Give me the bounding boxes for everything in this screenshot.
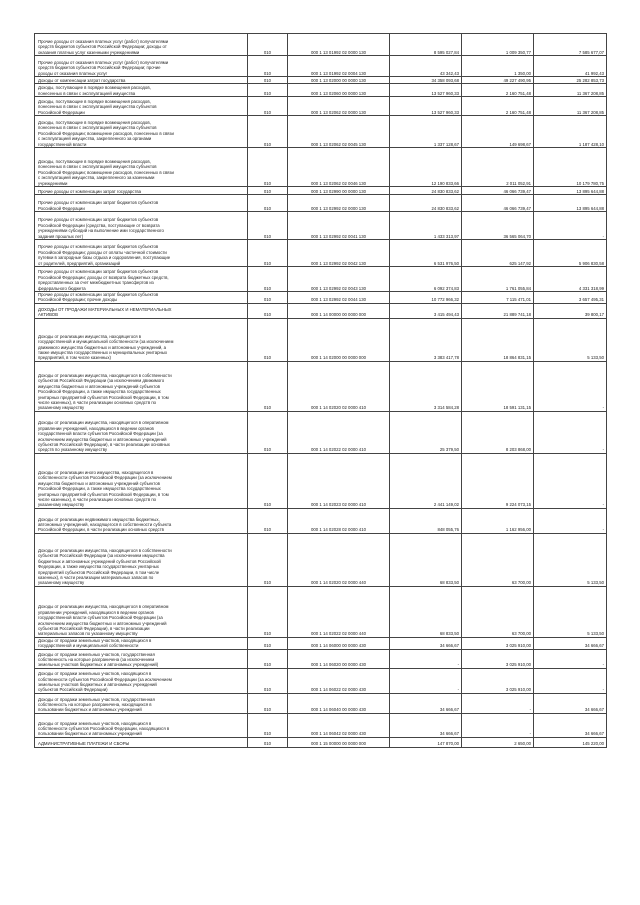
row-amount-executed-cell: 1 350,00 [462, 56, 534, 77]
row-name-cell [35, 533, 248, 586]
row-name-cell [35, 292, 248, 304]
row-amount-executed-cell: 1 761 055,84 [462, 267, 534, 292]
row-amount-unexecuted-cell: 10 179 780,75 [534, 148, 607, 187]
row-amount-executed-cell: - [462, 713, 534, 737]
row-amount-approved-cell: - [390, 649, 462, 668]
row-name-text: Доходы от реализации имущества, находящегося в собственности субъектов Российской Федерации (за исключением движимого имущества бюджетных и автономных учреждений субъектов Российской Федерации, а также имущества государственных унитарных предприятий субъектов Российской Федерации, в том числе казенных), в части реализации основных средств по указанному имуществу [38, 372, 172, 411]
row-name-text: Доходы от продажи земельных участков, находящихся в государственной и муниципальной собственности [38, 638, 152, 649]
table-row [35, 56, 607, 77]
row-kbk-cell: 000 1 13 02062 02 0046 130 [288, 148, 390, 187]
row-name-cell [35, 411, 248, 453]
row-name-cell [35, 637, 248, 649]
row-name-cell [35, 318, 248, 361]
row-amount-unexecuted-cell: - [534, 411, 607, 453]
row-amount-unexecuted-cell: 34 666,67 [534, 637, 607, 649]
row-amount-executed-cell: 63 700,00 [462, 533, 534, 586]
row-name-text: Доходы от компенсации затрат государства [38, 77, 126, 83]
row-name-text: Доходы от реализации имущества, находящегося в оперативном управлении учреждений, находящихся в ведении органов государственной власти субъектов Российской Федерации (за исключением имущества бюджетных и автономных учреждений субъектов Российской Федерации), в части реализации основных средств по указанному имуществу [38, 420, 170, 453]
row-code-cell: 010 [248, 586, 288, 637]
row-code-cell: 010 [248, 56, 288, 77]
row-kbk-cell: 000 1 13 01992 02 0004 130 [288, 56, 390, 77]
row-name-cell [35, 84, 248, 97]
row-amount-approved-cell: - [390, 668, 462, 693]
row-code-cell: 010 [248, 303, 288, 318]
row-amount-approved-cell: 3 383 417,78 [390, 318, 462, 361]
row-name-cell [35, 713, 248, 737]
row-amount-approved-cell: 68 833,50 [390, 533, 462, 586]
row-code-cell: 010 [248, 453, 288, 508]
row-kbk-cell: 000 1 14 06000 00 0000 430 [288, 637, 390, 649]
row-name-text: Доходы, поступающие в порядке возмещения расходов, понесенных в связи с эксплуатацией имущества [38, 85, 151, 96]
row-kbk-cell: 000 1 14 02020 02 0000 440 [288, 533, 390, 586]
row-amount-unexecuted-cell: 11 367 208,85 [534, 97, 607, 116]
row-kbk-cell: 000 1 14 06042 02 0000 430 [288, 713, 390, 737]
table-row [35, 737, 607, 747]
table-row [35, 508, 607, 533]
row-amount-approved-cell: 1 337 128,67 [390, 116, 462, 148]
row-name-text: Доходы от реализации недвижимого имущества бюджетных, автономных учреждений, находящегося в собственности субъекта Российской Федерации, в части реализации основных средств [38, 516, 172, 533]
row-amount-unexecuted-cell: 5 133,50 [534, 586, 607, 637]
row-name-cell [35, 34, 248, 56]
row-name-cell [35, 56, 248, 77]
row-amount-executed-cell: 625 147,92 [462, 240, 534, 267]
row-name-cell [35, 737, 248, 747]
row-amount-executed-cell: 7 115 471,01 [462, 292, 534, 304]
row-amount-approved-cell: 1 433 313,97 [390, 212, 462, 240]
row-kbk-cell: 000 1 13 02060 00 0000 130 [288, 84, 390, 97]
row-name-text: Прочие доходы от компенсации затрат бюджетов субъектов Российской Федерации; прочие доходы [38, 292, 159, 303]
row-name-text: Прочие доходы от компенсации затрат государства [38, 188, 141, 194]
table-row [35, 453, 607, 508]
row-amount-approved-cell: 13 527 960,33 [390, 84, 462, 97]
table-row [35, 116, 607, 148]
row-code-cell: 010 [248, 411, 288, 453]
row-amount-approved-cell: 6 092 374,83 [390, 267, 462, 292]
row-name-text: ДОХОДЫ ОТ ПРОДАЖИ МАТЕРИАЛЬНЫХ И НЕМАТЕРИАЛЬНЫХ АКТИВОВ [38, 307, 172, 318]
table-row [35, 649, 607, 668]
row-kbk-cell: 000 1 13 02062 02 0000 130 [288, 97, 390, 116]
row-name-text: Доходы от продажи земельных участков, государственная собственность на которые разграничена, находящихся в пользовании бюджетных и автономных учреждений [38, 696, 155, 713]
row-code-cell: 010 [248, 240, 288, 267]
row-amount-approved-cell: 34 666,67 [390, 693, 462, 713]
row-name-text: Прочие доходы от компенсации затрат бюджетов субъектов Российской Федерации [38, 200, 159, 211]
row-amount-approved-cell: 34 358 093,68 [390, 77, 462, 84]
row-name-cell [35, 586, 248, 637]
row-amount-approved-cell: 13 527 960,33 [390, 97, 462, 116]
row-name-cell [35, 508, 248, 533]
row-amount-unexecuted-cell: 34 666,67 [534, 713, 607, 737]
row-name-text: Прочие доходы от компенсации затрат бюджетов субъектов Российской Федерации; доходы от оплаты частичной стоимости путевки в загородные базы отдыха и оздоровления, поступающие от родителей, предприятий, организаций [38, 244, 171, 266]
row-name-cell [35, 668, 248, 693]
table-row [35, 267, 607, 292]
row-name-text: АДМИНИСТРАТИВНЫЕ ПЛАТЕЖИ И СБОРЫ [38, 741, 130, 747]
row-name-cell [35, 267, 248, 292]
row-kbk-cell: 000 1 14 02022 02 0000 440 [288, 586, 390, 637]
row-kbk-cell: 000 1 14 02022 02 0000 410 [288, 411, 390, 453]
table-row [35, 361, 607, 411]
row-amount-unexecuted-cell: 34 666,67 [534, 693, 607, 713]
row-kbk-cell: 000 1 13 02990 00 0000 130 [288, 187, 390, 195]
row-name-text: Доходы, поступающие в порядке возмещения расходов, понесенных в связи с эксплуатацией имущества субъектов Российской Федерации; возмещение расходов, понесенных в связи с эксплуатацией имущества, закрепленного за казенными учреждениями [38, 158, 174, 186]
row-kbk-cell: 000 1 14 02023 02 0000 410 [288, 453, 390, 508]
row-amount-approved-cell: 8 595 027,84 [390, 34, 462, 56]
row-name-cell [35, 97, 248, 116]
row-amount-executed-cell: 9 224 073,15 [462, 453, 534, 508]
row-kbk-cell: 000 1 13 02992 02 0042 130 [288, 240, 390, 267]
row-amount-executed-cell: 63 700,00 [462, 586, 534, 637]
row-amount-executed-cell: 1 009 350,77 [462, 34, 534, 56]
row-name-text: Доходы от реализации имущества, находящегося в государственной и муниципальной собственности (за исключением движимого имущества бюджетных и автономных учреждений, а также имущества государственных и муниципальных унитарных предприятий, в том числе казенных) [38, 333, 174, 361]
row-amount-approved-cell: 848 055,76 [390, 508, 462, 533]
row-amount-executed-cell: 21 889 741,18 [462, 303, 534, 318]
row-kbk-cell: 000 1 13 02000 00 0000 130 [288, 77, 390, 84]
row-kbk-cell: 000 1 13 02062 02 0045 130 [288, 116, 390, 148]
row-name-cell [35, 77, 248, 84]
row-amount-unexecuted-cell: - [534, 668, 607, 693]
row-code-cell: 010 [248, 737, 288, 747]
row-code-cell: 010 [248, 318, 288, 361]
row-kbk-cell: 000 1 14 06022 02 0000 430 [288, 668, 390, 693]
row-amount-executed-cell: 46 066 739,47 [462, 187, 534, 195]
row-code-cell: 010 [248, 116, 288, 148]
table-row [35, 668, 607, 693]
row-name-cell [35, 195, 248, 212]
row-kbk-cell: 000 1 14 06040 00 0000 430 [288, 693, 390, 713]
row-code-cell: 010 [248, 637, 288, 649]
row-amount-unexecuted-cell: 5 133,50 [534, 318, 607, 361]
table-row [35, 292, 607, 304]
row-name-text: Доходы от продажи земельных участков, находящихся в собственности субъектов Российской Федерации (за исключением земельных участков бюджетных и автономных учреждений субъектов Российской Федерации) [38, 671, 172, 693]
row-amount-executed-cell: 2 011 052,91 [462, 148, 534, 187]
row-kbk-cell: 000 1 14 02000 00 0000 000 [288, 318, 390, 361]
table-row [35, 195, 607, 212]
table-row [35, 693, 607, 713]
row-code-cell: 010 [248, 97, 288, 116]
row-kbk-cell: 000 1 14 02020 02 0000 410 [288, 361, 390, 411]
row-code-cell: 010 [248, 187, 288, 195]
row-amount-unexecuted-cell: - [534, 361, 607, 411]
table-row [35, 97, 607, 116]
row-amount-executed-cell: 3 025 910,00 [462, 649, 534, 668]
table-row [35, 240, 607, 267]
row-kbk-cell: 000 1 13 02992 02 0000 130 [288, 195, 390, 212]
row-amount-executed-cell: 18 591 131,15 [462, 361, 534, 411]
row-amount-unexecuted-cell: 4 331 318,99 [534, 267, 607, 292]
row-name-cell [35, 453, 248, 508]
row-name-text: Доходы от реализации иного имущества, находящегося в собственности субъектов Российской Федерации (за исключением имущества бюджетных и автономных учреждений субъектов Российской Федерации, а также имущества государственных унитарных предприятий субъектов Российской Федерации, в том числе казенных), в части реализации основных средств по указанному имуществу [38, 469, 172, 508]
table-row [35, 84, 607, 97]
row-amount-unexecuted-cell: 41 992,43 [534, 56, 607, 77]
row-amount-unexecuted-cell: - [534, 649, 607, 668]
row-code-cell: 010 [248, 533, 288, 586]
row-name-cell [35, 693, 248, 713]
row-amount-executed-cell: 49 227 490,95 [462, 77, 534, 84]
row-name-text: Доходы от продажи земельных участков, государственная собственность на которые разграничена (за исключением земельных участков бюджетных и автономных учреждений) [38, 651, 159, 668]
table-row [35, 212, 607, 240]
table-row [35, 586, 607, 637]
row-amount-executed-cell: - [462, 693, 534, 713]
row-amount-unexecuted-cell: 3 657 495,31 [534, 292, 607, 304]
table-row [35, 533, 607, 586]
row-name-cell [35, 303, 248, 318]
report-table [34, 33, 607, 748]
row-name-text: Прочие доходы от компенсации затрат бюджетов субъектов Российской Федерации (средства, поступающие от возврата учреждениями субсидий на выполнение ими государственного задания прошлых лет) [38, 217, 164, 239]
row-amount-unexecuted-cell: 145 220,00 [534, 737, 607, 747]
row-name-text: Прочие доходы от компенсации затрат бюджетов субъектов Российской Федерации; доходы от возврата бюджетных средств, предоставленных за счет межбюджетных трансфертов из федерального бюджета [38, 269, 169, 291]
row-amount-approved-cell: 34 666,67 [390, 713, 462, 737]
row-name-text: Доходы, поступающие в порядке возмещения расходов, понесенных в связи с эксплуатацией имущества субъектов Российской Федерации; возмещение расходов, понесенных в связи с эксплуатацией имущества, закрепленного за органами государственной власти [38, 119, 174, 147]
row-name-text: Доходы, поступающие в порядке возмещения расходов, понесенных в связи с эксплуатацией имущества субъектов Российской Федерации [38, 98, 157, 115]
row-kbk-cell: 000 1 14 02028 02 0000 410 [288, 508, 390, 533]
row-amount-unexecuted-cell: 13 895 644,88 [534, 195, 607, 212]
row-code-cell: 010 [248, 693, 288, 713]
row-amount-executed-cell: 149 698,67 [462, 116, 534, 148]
row-kbk-cell: 000 1 13 02992 02 0044 130 [288, 292, 390, 304]
row-amount-approved-cell: 3 314 584,28 [390, 361, 462, 411]
row-amount-unexecuted-cell: - [534, 508, 607, 533]
row-amount-approved-cell: 24 830 833,62 [390, 187, 462, 195]
row-amount-unexecuted-cell: - [534, 453, 607, 508]
row-code-cell: 010 [248, 148, 288, 187]
row-kbk-cell: 000 1 13 02992 02 0043 130 [288, 267, 390, 292]
row-code-cell: 010 [248, 713, 288, 737]
row-amount-approved-cell: 10 772 966,32 [390, 292, 462, 304]
row-amount-executed-cell: 18 864 831,15 [462, 318, 534, 361]
row-code-cell: 010 [248, 292, 288, 304]
row-name-cell [35, 187, 248, 195]
table-row [35, 637, 607, 649]
row-kbk-cell: 000 1 13 01992 02 0000 130 [288, 34, 390, 56]
row-amount-approved-cell: 12 190 833,66 [390, 148, 462, 187]
table-row [35, 303, 607, 318]
report-table-body [35, 34, 607, 748]
row-amount-executed-cell: 36 565 064,70 [462, 212, 534, 240]
row-amount-unexecuted-cell: 13 895 644,88 [534, 187, 607, 195]
row-name-text: Доходы от реализации имущества, находящегося в собственности субъектов Российской Федерации (за исключением имущества бюджетных и автономных учреждений субъектов Российской Федерации, а также имущества государственных унитарных предприятий субъектов Российской Федерации, в том числе казенных), в части реализации материальных запасов по указанному имуществу [38, 547, 172, 586]
row-kbk-cell: 000 1 15 00000 00 0000 000 [288, 737, 390, 747]
row-name-cell [35, 240, 248, 267]
row-code-cell: 010 [248, 212, 288, 240]
row-code-cell: 010 [248, 649, 288, 668]
row-amount-approved-cell: 3 415 494,43 [390, 303, 462, 318]
table-row [35, 318, 607, 361]
row-name-text: Доходы от реализации имущества, находящегося в оперативном управлении учреждений, находящихся в ведении органов государственной власти субъектов Российской Федерации (за исключением имущества бюджетных и автономных учреждений субъектов Российской Федерации), в части реализации материальных запасов по указанному имуществу [38, 604, 169, 637]
row-amount-unexecuted-cell: 1 187 428,10 [534, 116, 607, 148]
row-code-cell: 010 [248, 508, 288, 533]
row-kbk-cell: 000 1 14 00000 00 0000 000 [288, 303, 390, 318]
row-amount-executed-cell: 8 203 868,00 [462, 411, 534, 453]
row-kbk-cell: 000 1 14 06020 00 0000 430 [288, 649, 390, 668]
row-amount-approved-cell: 147 870,00 [390, 737, 462, 747]
row-amount-unexecuted-cell: 7 585 677,07 [534, 34, 607, 56]
row-amount-approved-cell: 6 531 976,50 [390, 240, 462, 267]
table-row [35, 34, 607, 56]
row-amount-approved-cell: 2 441 149,02 [390, 453, 462, 508]
table-row [35, 713, 607, 737]
row-name-text: Доходы от продажи земельных участков, находящихся в собственности субъектов Российской Федерации, находящихся в пользовании бюджетных и автономных учреждений [38, 720, 170, 737]
row-name-cell [35, 361, 248, 411]
row-amount-executed-cell: 1 162 956,00 [462, 508, 534, 533]
row-amount-unexecuted-cell: 39 800,17 [534, 303, 607, 318]
row-amount-approved-cell: 43 342,43 [390, 56, 462, 77]
row-amount-executed-cell: 2 650,00 [462, 737, 534, 747]
row-name-cell [35, 649, 248, 668]
table-row [35, 411, 607, 453]
row-code-cell: 010 [248, 267, 288, 292]
row-name-cell [35, 116, 248, 148]
row-amount-executed-cell: 3 025 910,00 [462, 637, 534, 649]
table-row [35, 148, 607, 187]
row-amount-executed-cell: 2 160 751,48 [462, 97, 534, 116]
row-amount-approved-cell: 34 666,67 [390, 637, 462, 649]
row-amount-executed-cell: 3 025 910,00 [462, 668, 534, 693]
row-amount-executed-cell: 2 160 751,48 [462, 84, 534, 97]
row-amount-unexecuted-cell: 11 367 208,85 [534, 84, 607, 97]
row-amount-unexecuted-cell: 5 133,50 [534, 533, 607, 586]
row-amount-unexecuted-cell: 5 906 830,58 [534, 240, 607, 267]
table-row [35, 187, 607, 195]
row-amount-approved-cell: 68 833,50 [390, 586, 462, 637]
row-name-cell [35, 148, 248, 187]
row-amount-approved-cell: 24 830 833,62 [390, 195, 462, 212]
table-row [35, 77, 607, 84]
row-name-cell [35, 212, 248, 240]
row-amount-executed-cell: 46 066 739,47 [462, 195, 534, 212]
row-name-text: Прочие доходы от оказания платных услуг (работ) получателями средств бюджетов субъектов Российской Федерации; доходы от оказания платных услуг казенными учреждениями [38, 38, 169, 55]
row-code-cell: 010 [248, 77, 288, 84]
row-code-cell: 010 [248, 84, 288, 97]
row-code-cell: 010 [248, 34, 288, 56]
row-amount-unexecuted-cell: - [534, 212, 607, 240]
row-code-cell: 010 [248, 361, 288, 411]
row-code-cell: 010 [248, 195, 288, 212]
row-code-cell: 010 [248, 668, 288, 693]
row-kbk-cell: 000 1 13 02992 02 0041 130 [288, 212, 390, 240]
row-name-text: Прочие доходы от оказания платных услуг (работ) получателями средств бюджетов субъектов Российской Федерации; прочие доходы от оказания платных услуг [38, 59, 169, 76]
row-amount-unexecuted-cell: 25 282 853,73 [534, 77, 607, 84]
row-amount-approved-cell: 25 379,50 [390, 411, 462, 453]
